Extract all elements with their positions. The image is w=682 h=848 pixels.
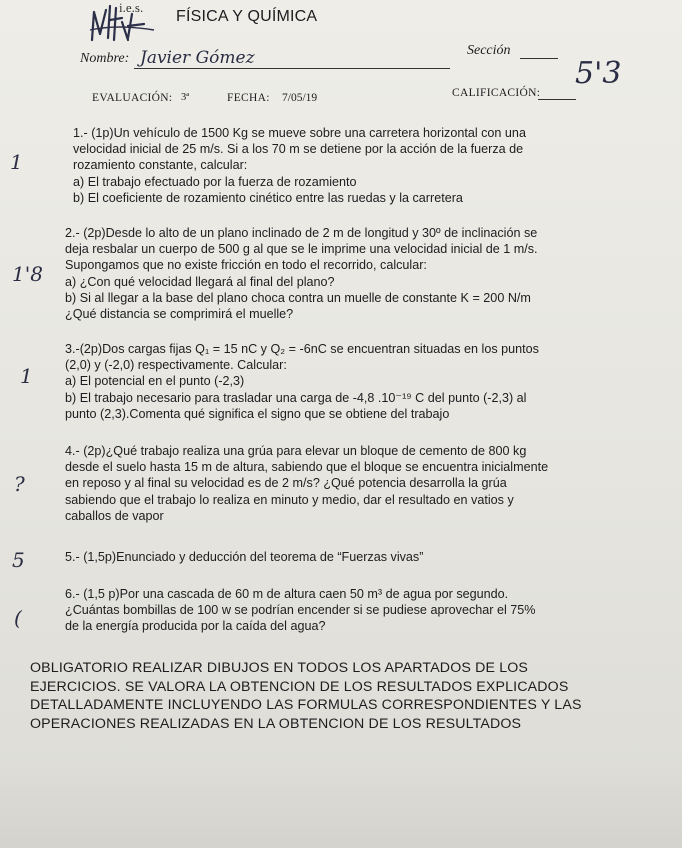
notice-line: OPERACIONES REALIZADAS EN LA OBTENCION DE LOS RESULTADOS: [30, 715, 522, 732]
question-2-line: ¿Qué distancia se comprimirá el muelle?: [65, 307, 294, 322]
question-1-line: rozamiento constante, calcular:: [73, 158, 248, 173]
question-1-line: a) El trabajo efectuado por la fuerza de rozamiento: [73, 174, 357, 189]
question-2-line: b) Si al llegar a la base del plano choca contra un muelle de constante K = 200 N/m: [65, 290, 531, 305]
mandatory-notice: [30, 659, 582, 733]
question-3: [65, 341, 539, 422]
question-1-line: 1.- (1p)Un vehículo de 1500 Kg se mueve sobre una carretera horizontal con una: [73, 126, 526, 140]
page-title: FÍSICA Y QUÍMICA: [176, 8, 318, 25]
question-2-score-mark: 1'8: [12, 262, 43, 286]
section-line: [520, 58, 558, 59]
grade-line: [538, 99, 576, 100]
notice-line: EJERCICIOS. SE VALORA LA OBTENCION DE LOS RESULTADOS EXPLICADOS: [30, 678, 569, 695]
date-label: FECHA:: [227, 92, 270, 104]
question-6-score-mark: (: [14, 606, 22, 630]
question-4-line: sabiendo que el trabajo lo realiza en minuto y medio, dar el resultado en vatios y: [65, 492, 514, 507]
question-6-line: de la energía producida por la caída del agua?: [65, 619, 326, 634]
question-4: [65, 443, 548, 524]
question-6-line: 6.- (1,5 p)Por una cascada de 60 m de altura caen 50 m³ de agua por segundo.: [65, 587, 509, 601]
evaluation-label: EVALUACIÓN:: [92, 92, 173, 104]
question-4-line: caballos de vapor: [65, 508, 164, 523]
question-3-line: punto (2,3).Comenta qué significa el signo que se obtiene del trabajo: [65, 406, 450, 421]
question-4-line: desde el suelo hasta 15 m de altura, sabiendo que el bloque se encuentra inicialmente: [65, 460, 549, 475]
grade-label: CALIFICACIÓN:: [452, 87, 541, 99]
grade-value: 5'3: [575, 56, 622, 91]
question-3-line: (2,0) y (-2,0) respectivamente. Calcular:: [65, 358, 287, 373]
question-5: [65, 549, 423, 565]
question-3-line: a) El potencial en el punto (-2,3): [65, 374, 245, 389]
question-2: [65, 225, 538, 322]
school-acronym: i.e.s.: [119, 0, 144, 15]
notice-line: DETALLADAMENTE INCLUYENDO LAS FORMULAS CORRESPONDIENTES Y LAS: [30, 697, 582, 714]
question-5-score-mark: 5: [12, 548, 25, 572]
paper-bottom-shadow: [0, 760, 682, 848]
name-line: [134, 68, 450, 69]
question-3-line: b) El trabajo necesario para trasladar una carga de -4,8 .10⁻¹⁹ C del punto (-2,3) al: [65, 390, 527, 405]
question-2-line: a) ¿Con qué velocidad llegará al final del plano?: [65, 274, 335, 289]
question-3-score-mark: 1: [20, 364, 33, 388]
question-2-line: deja resbalar un cuerpo de 500 g al que se le imprime una velocidad inicial de 1 m/s.: [65, 242, 538, 257]
question-1: [73, 125, 526, 206]
notice-line: OBLIGATORIO REALIZAR DIBUJOS EN TODOS LOS APARTADOS DE LOS: [30, 660, 529, 676]
question-6: [65, 586, 535, 635]
student-name: Javier Gómez: [140, 48, 255, 68]
section-label: Sección: [467, 43, 511, 58]
question-1-score-mark: 1: [10, 150, 23, 174]
evaluation-value: 3ª: [181, 92, 190, 103]
question-1-line: velocidad inicial de 25 m/s. Si a los 70 m se detiene por la acción de la fuerza de: [73, 142, 524, 157]
name-label: Nombre:: [80, 51, 130, 66]
question-4-line: en reposo y al final su velocidad es de 2 m/s? ¿Qué potencia desarrolla la grúa: [65, 476, 507, 491]
question-3-line: 3.-(2p)Dos cargas fijas Q₁ = 15 nC y Q₂ = -6nC se encuentran situadas en los puntos: [65, 342, 539, 356]
question-2-line: 2.- (2p)Desde lo alto de un plano inclinado de 2 m de longitud y 30º de inclinación se: [65, 226, 538, 240]
date-value: 7/05/19: [282, 92, 318, 104]
question-4-score-mark: ?: [14, 472, 25, 496]
question-2-line: Supongamos que no existe fricción en todo el recorrido, calcular:: [65, 258, 427, 273]
question-6-line: ¿Cuántas bombillas de 100 w se podrían encender si se pudiese aprovechar el 75%: [65, 603, 536, 618]
question-5-line: 5.- (1,5p)Enunciado y deducción del teorema de “Fuerzas vivas”: [65, 550, 424, 564]
question-1-line: b) El coeficiente de rozamiento cinético entre las ruedas y la carretera: [73, 190, 463, 205]
question-4-line: 4.- (2p)¿Qué trabajo realiza una grúa para elevar un bloque de cemento de 800 kg: [65, 444, 527, 458]
